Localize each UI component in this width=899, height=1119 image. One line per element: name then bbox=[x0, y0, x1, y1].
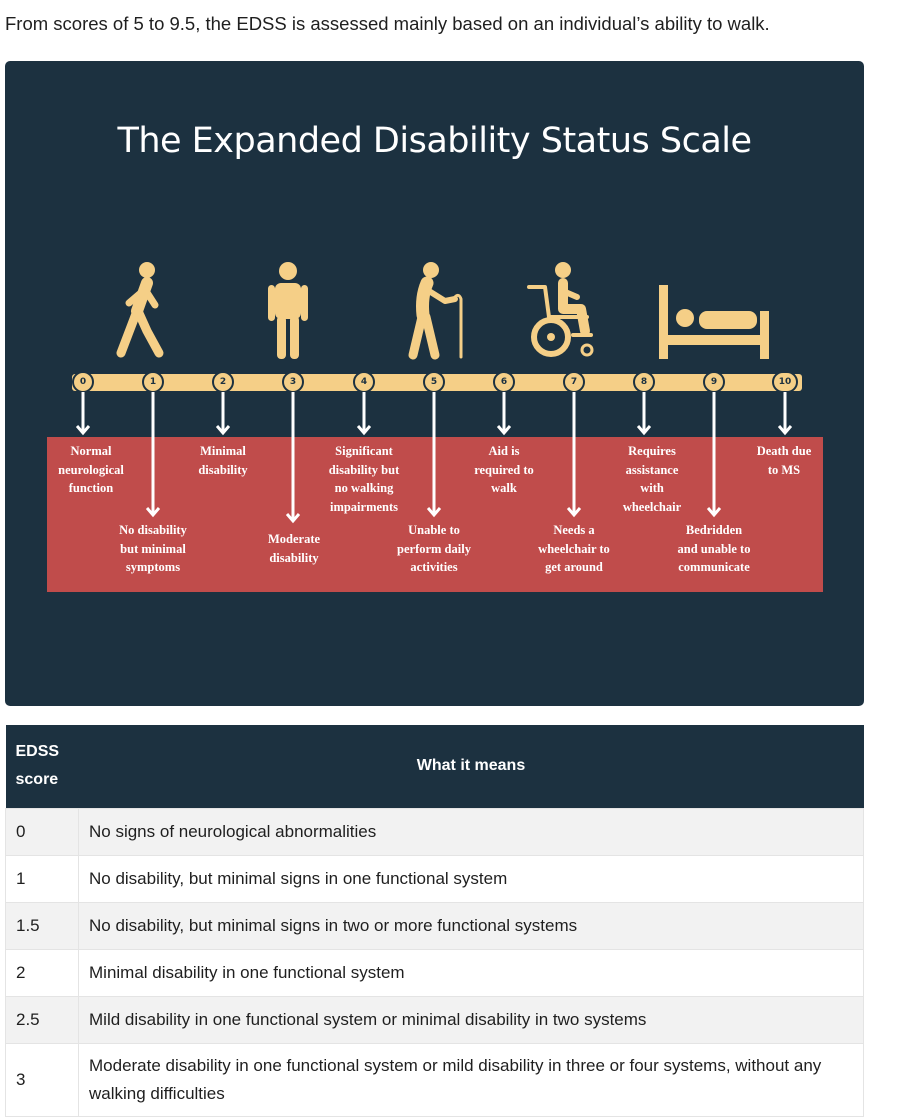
arrow-down-icon bbox=[427, 392, 441, 518]
description-score-3 bbox=[246, 530, 342, 567]
score-cell: 0 bbox=[6, 808, 79, 855]
description-score-0 bbox=[43, 442, 139, 498]
meaning-cell: No signs of neurological abnormalities bbox=[79, 808, 864, 855]
description-line: disability bbox=[198, 462, 248, 477]
description-line: Unable to bbox=[408, 523, 460, 537]
description-line: get around bbox=[545, 560, 603, 574]
description-line: wheelchair bbox=[622, 499, 682, 514]
timeline-marker-0: 0 bbox=[72, 371, 94, 393]
score-cell: 3 bbox=[6, 1043, 79, 1116]
description-line: disability bbox=[269, 550, 319, 565]
arrow-down-icon bbox=[286, 392, 300, 524]
description-line: Moderate bbox=[267, 532, 321, 546]
description-line: Normal bbox=[70, 444, 112, 458]
meaning-cell: No disability, but minimal signs in one functional system bbox=[79, 855, 864, 902]
table-row bbox=[6, 996, 864, 1043]
description-score-9 bbox=[666, 521, 762, 577]
table-row bbox=[6, 1043, 864, 1116]
timeline-marker-10: 10 bbox=[772, 371, 798, 393]
timeline-marker-9: 9 bbox=[703, 371, 725, 393]
score-cell: 1 bbox=[6, 855, 79, 902]
description-score-8 bbox=[604, 442, 700, 516]
meaning-cell: Minimal disability in one functional system bbox=[79, 949, 864, 996]
arrow-down-icon bbox=[567, 392, 581, 518]
edss-infographic bbox=[5, 61, 864, 706]
description-line: wheelchair to bbox=[538, 541, 610, 556]
description-line: and unable to bbox=[677, 541, 751, 556]
score-cell: 1.5 bbox=[6, 902, 79, 949]
timeline-marker-2: 2 bbox=[212, 371, 234, 393]
table-row bbox=[6, 855, 864, 902]
description-line: Aid is bbox=[488, 444, 520, 458]
infographic-title: The Expanded Disability Status Scale bbox=[117, 121, 752, 161]
description-line: required to bbox=[474, 462, 534, 477]
timeline-marker-4: 4 bbox=[353, 371, 375, 393]
score-cell: 2.5 bbox=[6, 996, 79, 1043]
description-score-6 bbox=[456, 442, 552, 498]
description-line: disability but bbox=[328, 462, 400, 477]
description-score-1 bbox=[105, 521, 201, 577]
description-line: function bbox=[68, 481, 114, 495]
description-line: assistance bbox=[625, 462, 679, 477]
description-line: Significant bbox=[335, 444, 393, 458]
header-score-line: score bbox=[15, 771, 59, 789]
timeline-marker-1: 1 bbox=[142, 371, 164, 393]
intro-text: From scores of 5 to 9.5, the EDSS is assessed mainly based on an individual’s ability to walk. bbox=[5, 13, 770, 34]
description-line: Needs a bbox=[553, 523, 595, 537]
description-score-2 bbox=[175, 442, 271, 479]
meaning-cell: Moderate disability in one functional system or mild disability in three or four systems, without any walking difficulties bbox=[79, 1043, 864, 1116]
description-line: communicate bbox=[678, 560, 750, 574]
description-line: to MS bbox=[767, 462, 801, 477]
timeline-marker-5: 5 bbox=[423, 371, 445, 393]
table-row bbox=[6, 902, 864, 949]
description-line: but minimal bbox=[120, 541, 186, 556]
wheelchair-icon bbox=[525, 261, 601, 361]
header-what-it-means: What it means bbox=[79, 725, 864, 808]
arrow-down-icon bbox=[216, 392, 230, 436]
person-with-cane-icon bbox=[405, 261, 465, 361]
meaning-cell: No disability, but minimal signs in two or more functional systems bbox=[79, 902, 864, 949]
description-score-4 bbox=[316, 442, 412, 516]
arrow-down-icon bbox=[637, 392, 651, 436]
timeline-marker-8: 8 bbox=[633, 371, 655, 393]
description-line: Death due bbox=[756, 444, 812, 458]
table-row bbox=[6, 808, 864, 855]
description-score-10 bbox=[736, 442, 832, 479]
arrow-down-icon bbox=[707, 392, 721, 518]
description-line: impairments bbox=[329, 499, 399, 514]
description-line: No disability bbox=[119, 523, 187, 537]
table-row bbox=[6, 949, 864, 996]
arrow-down-icon bbox=[146, 392, 160, 518]
description-line: Requires bbox=[628, 444, 676, 458]
timeline-marker-3: 3 bbox=[282, 371, 304, 393]
description-score-7 bbox=[526, 521, 622, 577]
description-line: Minimal bbox=[200, 444, 246, 458]
description-line: symptoms bbox=[125, 560, 181, 574]
header-score-line: EDSS bbox=[15, 743, 60, 761]
description-line: perform daily bbox=[397, 541, 471, 556]
description-line: Bedridden bbox=[685, 523, 743, 537]
timeline-marker-6: 6 bbox=[493, 371, 515, 393]
description-line: walk bbox=[491, 481, 517, 495]
standing-person-icon bbox=[267, 261, 309, 361]
timeline-marker-7: 7 bbox=[563, 371, 585, 393]
description-line: with bbox=[640, 481, 664, 495]
score-cell: 2 bbox=[6, 949, 79, 996]
description-score-5 bbox=[386, 521, 482, 577]
table-header-row bbox=[6, 725, 864, 808]
arrow-down-icon bbox=[497, 392, 511, 436]
description-line: no walking bbox=[334, 481, 394, 495]
walking-person-icon bbox=[113, 261, 169, 361]
header-edss-score bbox=[6, 725, 79, 808]
description-line: neurological bbox=[58, 462, 124, 477]
arrow-down-icon bbox=[778, 392, 792, 436]
edss-table bbox=[5, 725, 864, 1117]
arrow-down-icon bbox=[357, 392, 371, 436]
meaning-cell: Mild disability in one functional system or minimal disability in two systems bbox=[79, 996, 864, 1043]
bed-icon bbox=[659, 285, 769, 359]
description-line: activities bbox=[410, 560, 458, 574]
arrow-down-icon bbox=[76, 392, 90, 436]
